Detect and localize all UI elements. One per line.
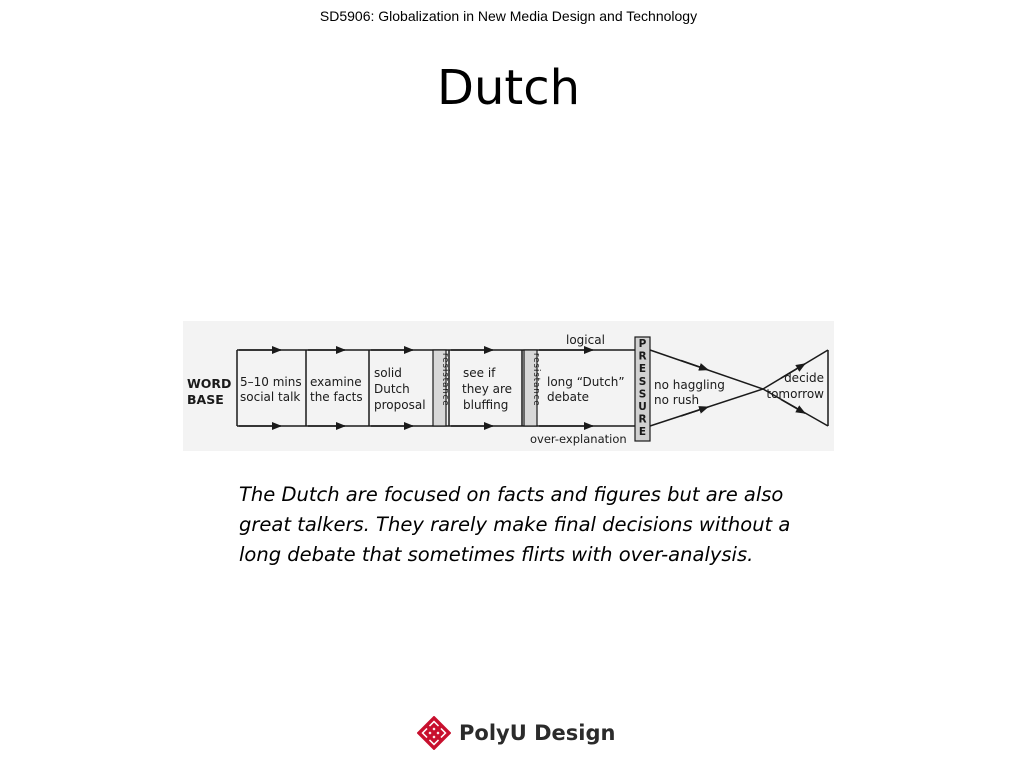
stage-4-line-3: bluffing [463, 398, 509, 412]
stage-2-line-1: examine [310, 375, 362, 389]
stage-4-line-1: see if [463, 366, 496, 380]
course-header: SD5906: Globalization in New Media Design and Technology [319, 8, 698, 24]
resistance-label-1: resistance [440, 353, 450, 407]
resistance-label-2: resistance [531, 353, 541, 407]
word-base-label-line2: BASE [187, 392, 224, 407]
polyu-logo-mark-icon [417, 716, 451, 750]
stage-3-line-1: solid [374, 366, 402, 380]
word-base-label-line1: WORD [187, 376, 232, 391]
pressure-letter: P [638, 338, 647, 350]
funnel-arrow-bottom [681, 407, 708, 416]
logical-label: logical [566, 333, 605, 347]
no-rush-label: no rush [654, 393, 700, 407]
stage-1-line-2: social talk [240, 390, 301, 404]
pressure-letter: R [638, 350, 647, 363]
stage-5-line-1: long “Dutch” [547, 375, 625, 389]
caption-line-3: long debate that sometimes flirts with over-analysis. [239, 543, 754, 566]
stage-4-line-2: they are [462, 382, 513, 396]
stage-3-line-3: proposal [374, 398, 426, 412]
decision-arrow-bottom [781, 400, 805, 414]
logo-text: PolyU Design [459, 721, 616, 745]
pressure-label [638, 338, 647, 438]
polyu-design-logo [417, 715, 615, 751]
pressure-letter: U [638, 401, 647, 413]
pressure-letter: S [638, 388, 647, 401]
tomorrow-label: tomorrow [766, 387, 824, 401]
stage-3-line-2: Dutch [374, 382, 410, 396]
decide-label: decide [784, 371, 824, 385]
no-haggling-label: no haggling [654, 378, 725, 392]
negotiation-diagram [183, 321, 834, 451]
caption-line-1: The Dutch are focused on facts and figures but are also [239, 483, 784, 506]
stage-2-line-2: the facts [310, 390, 363, 404]
pressure-letter: R [638, 413, 647, 426]
caption-line-2: great talkers. They rarely make final decisions without a [239, 513, 791, 536]
pressure-letter: E [638, 426, 647, 439]
slide-title: Dutch [436, 60, 580, 116]
stage-5-line-2: debate [547, 390, 590, 404]
caption [239, 480, 849, 570]
pressure-letter: S [638, 375, 647, 388]
stage-1-line-1: 5–10 mins [240, 375, 302, 389]
funnel-arrow-top [681, 361, 708, 370]
pressure-letter: E [638, 363, 647, 376]
over-explanation-label: over-explanation [530, 432, 627, 446]
diagram-svg [183, 321, 834, 451]
